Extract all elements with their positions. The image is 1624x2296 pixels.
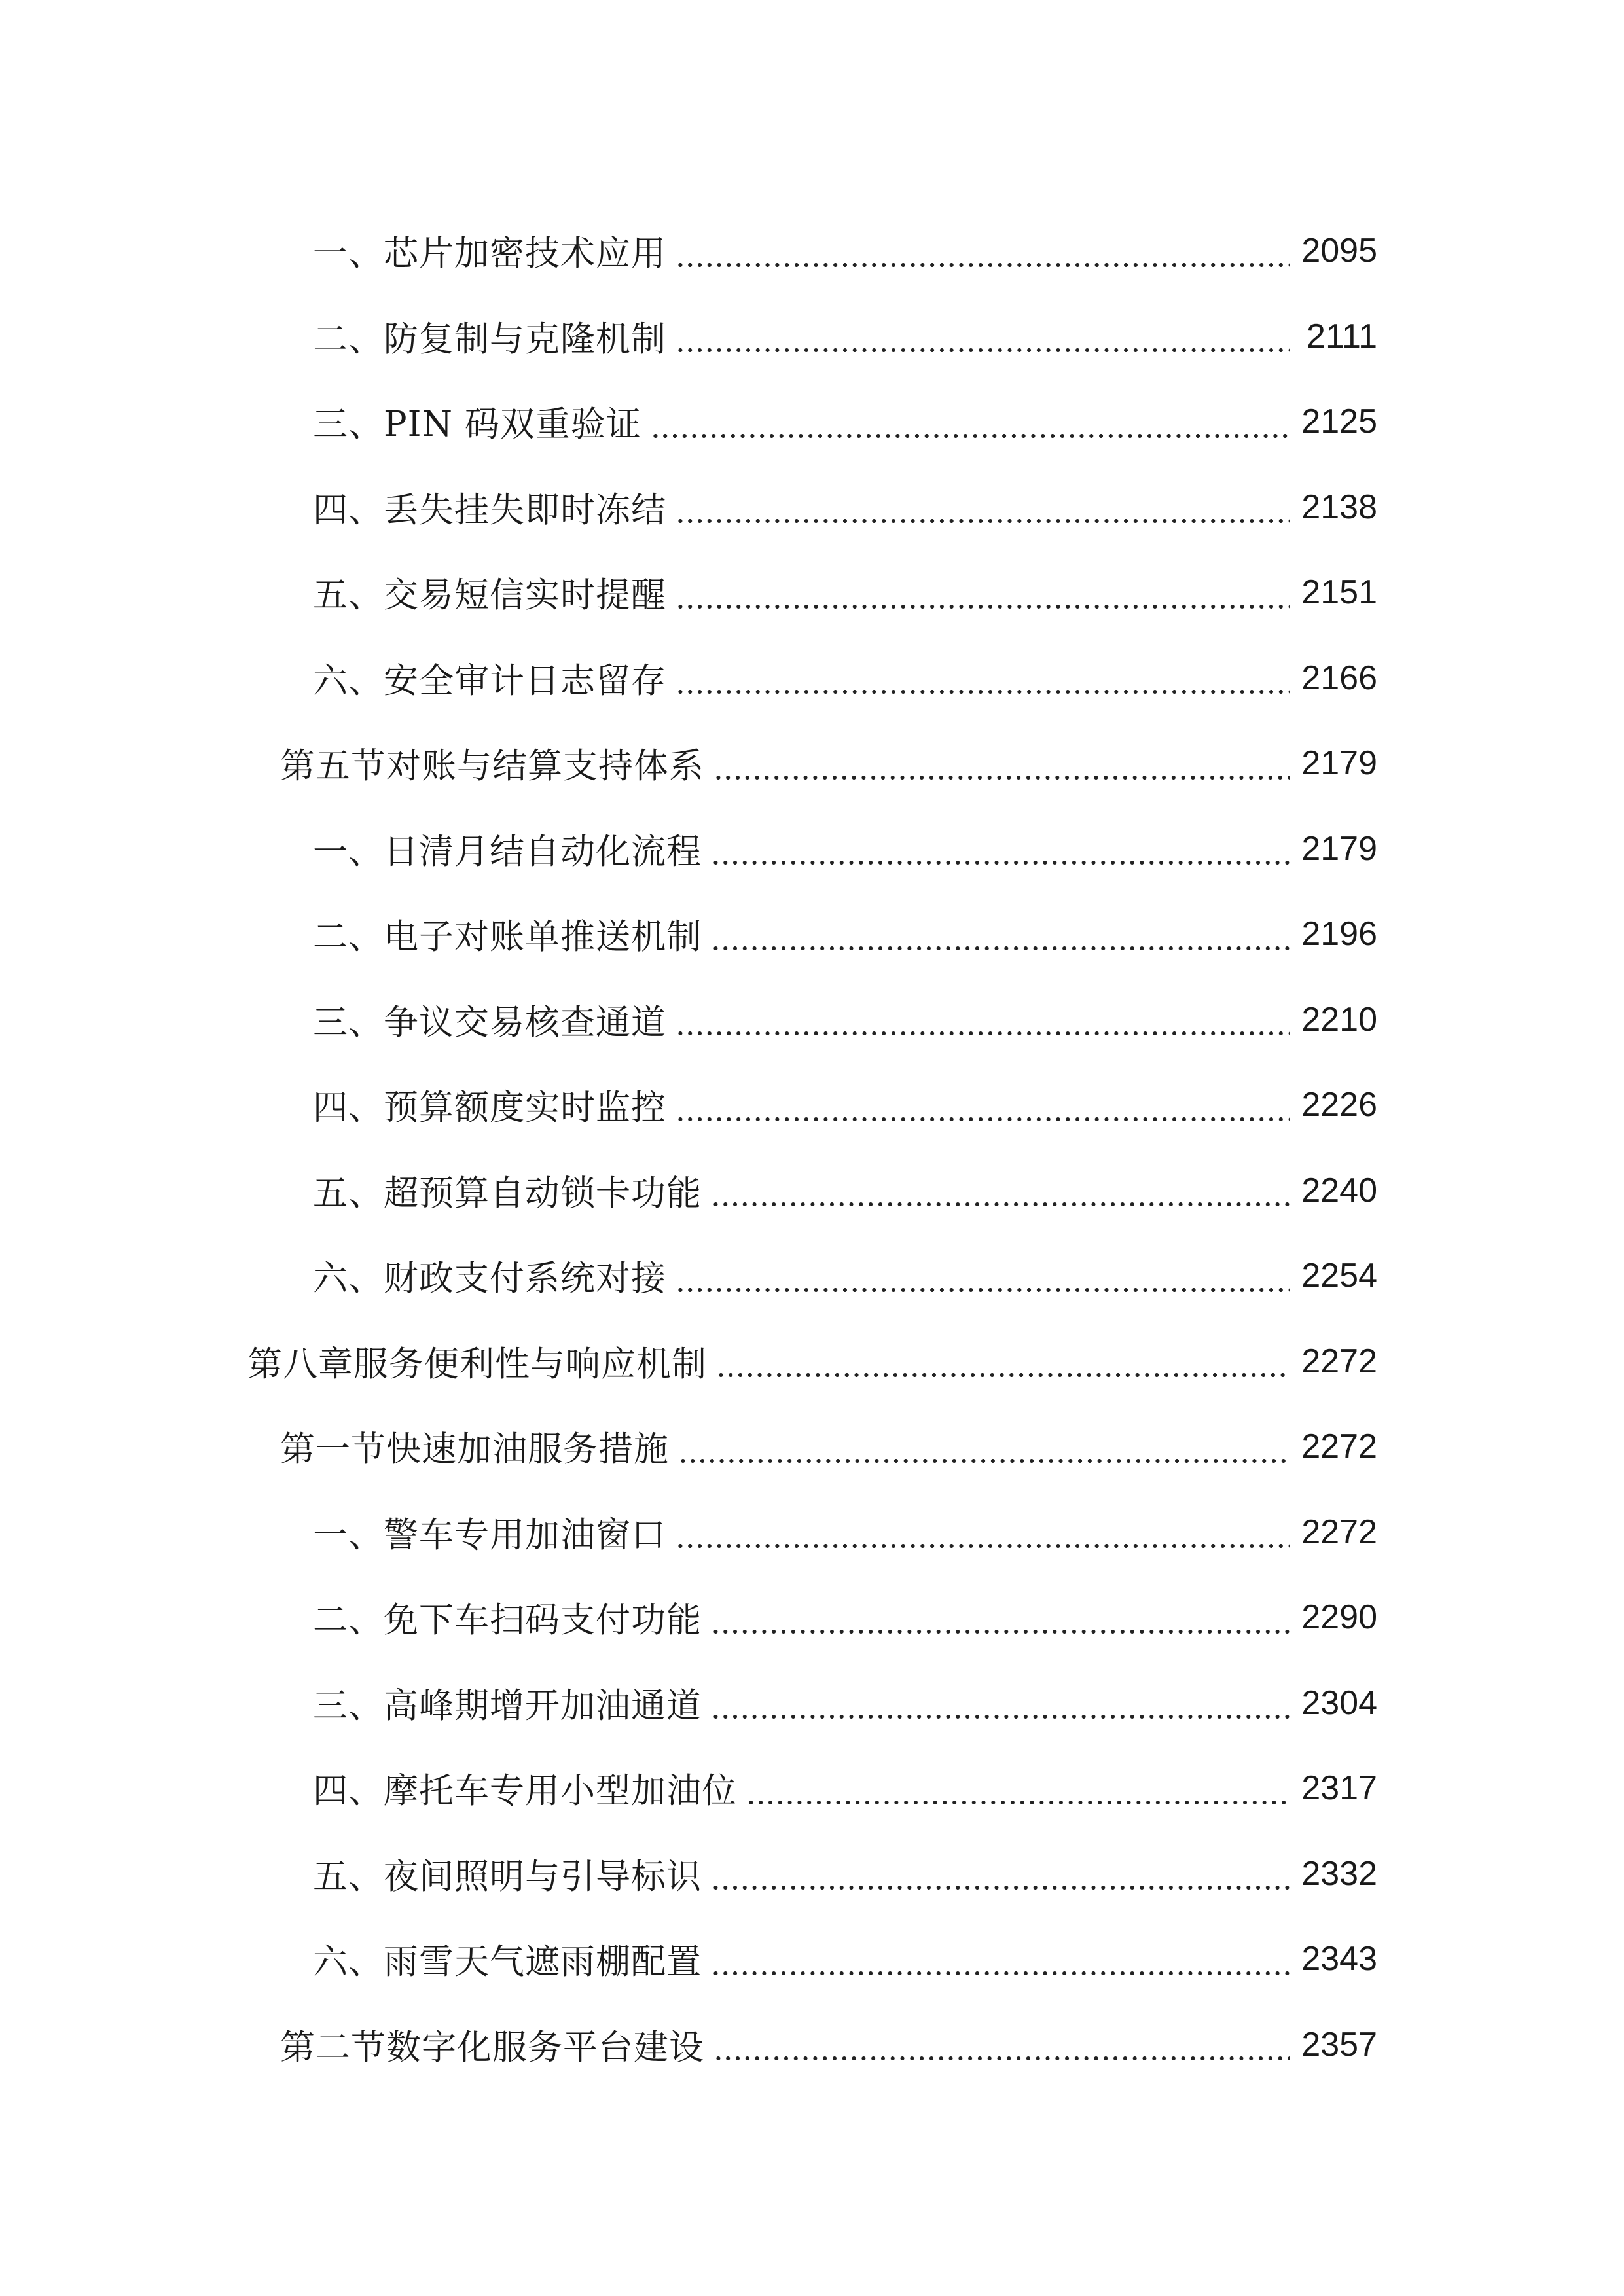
toc-dot-leader: [651, 404, 1290, 439]
toc-page-number: 2210: [1301, 1000, 1377, 1039]
toc-entry[interactable]: [0, 721, 1624, 806]
toc-entry[interactable]: [0, 465, 1624, 550]
toc-entry-title: 一、警车专用加油窗口: [313, 1515, 666, 1555]
toc-page-number: 2272: [1301, 1513, 1377, 1551]
toc-entry-title: 五、夜间照明与引导标识: [313, 1856, 702, 1897]
toc-dot-leader: [676, 1088, 1290, 1122]
toc-page-number: 2357: [1301, 2025, 1377, 2064]
toc-entry[interactable]: [0, 977, 1624, 1063]
toc-entry[interactable]: [0, 1148, 1624, 1234]
toc-dot-leader: [678, 1429, 1290, 1464]
toc-entry-title: 五、超预算自动锁卡功能: [313, 1173, 702, 1213]
toc-entry-title: 六、雨雪天气遮雨棚配置: [313, 1942, 702, 1982]
toc-entry[interactable]: [0, 1404, 1624, 1490]
toc-entry[interactable]: [0, 208, 1624, 294]
toc-dot-leader: [676, 575, 1290, 610]
toc-entry[interactable]: [0, 636, 1624, 721]
toc-page-number: 2095: [1301, 232, 1377, 270]
toc-entry[interactable]: [0, 1062, 1624, 1148]
toc-entry-title: 第五节对账与结算支持体系: [280, 746, 704, 787]
toc-dot-leader: [676, 490, 1290, 524]
toc-dot-leader: [676, 1002, 1290, 1037]
toc-page-number: 2179: [1301, 744, 1377, 783]
toc-dot-leader: [711, 831, 1290, 866]
toc-dot-leader: [711, 1856, 1290, 1891]
toc-page-number: 2226: [1301, 1086, 1377, 1124]
toc-entry-title: 六、财政支付系统对接: [313, 1259, 666, 1299]
toc-page-number: 2317: [1301, 1769, 1377, 1808]
toc-dot-leader: [713, 2027, 1290, 2062]
toc-page-number: 2138: [1301, 488, 1377, 526]
toc-page-number: 2343: [1301, 1940, 1377, 1979]
toc-entry[interactable]: [0, 2002, 1624, 2088]
toc-entry-title: 二、电子对账单推送机制: [313, 917, 702, 958]
toc-dot-leader: [676, 319, 1290, 353]
toc-entry-title: 三、PIN 码双重验证: [313, 404, 641, 445]
toc-entry-title: 二、免下车扫码支付功能: [313, 1600, 702, 1641]
toc-dot-leader: [713, 746, 1290, 781]
toc-entry[interactable]: [0, 891, 1624, 977]
toc-entry[interactable]: [0, 1660, 1624, 1746]
toc-entry[interactable]: [0, 1319, 1624, 1405]
toc-dot-leader: [711, 917, 1290, 952]
toc-dot-leader: [711, 1600, 1290, 1635]
toc-dot-leader: [711, 1942, 1290, 1977]
toc-entry-title: 第八章服务便利性与响应机制: [247, 1344, 707, 1384]
toc-entry-title: 二、防复制与克隆机制: [313, 319, 666, 359]
toc-page-number: 2196: [1301, 915, 1377, 954]
toc-dot-leader: [746, 1771, 1290, 1806]
toc-dot-leader: [676, 234, 1290, 268]
toc-page-number: 2151: [1301, 573, 1377, 612]
toc-entry-title: 四、摩托车专用小型加油位: [313, 1771, 737, 1812]
toc-entry[interactable]: [0, 1831, 1624, 1917]
toc-page-number: 2332: [1301, 1854, 1377, 1893]
toc-page-number: 2272: [1301, 1342, 1377, 1380]
toc-page-number: 2254: [1301, 1257, 1377, 1295]
toc-entry[interactable]: [0, 379, 1624, 465]
toc-dot-leader: [711, 1173, 1290, 1208]
toc-entry-title: 五、交易短信实时提醒: [313, 575, 666, 616]
toc-entry[interactable]: [0, 806, 1624, 892]
toc-page-number: 2272: [1301, 1427, 1377, 1466]
toc-entry-title: 三、争议交易核查通道: [313, 1002, 666, 1043]
toc-entry-title: 三、高峰期增开加油通道: [313, 1685, 702, 1726]
toc-page-number: 2125: [1301, 403, 1377, 441]
toc-page-number: 2111: [1307, 317, 1377, 355]
toc-dot-leader: [711, 1685, 1290, 1720]
toc-dot-leader: [676, 660, 1290, 695]
toc-dot-leader: [676, 1259, 1290, 1293]
toc-entry-title: 第二节数字化服务平台建设: [280, 2027, 704, 2068]
toc-entry-title: 一、日清月结自动化流程: [313, 831, 702, 872]
toc-page-number: 2240: [1301, 1171, 1377, 1210]
toc-entry[interactable]: [0, 1490, 1624, 1575]
toc-page-number: 2179: [1301, 829, 1377, 868]
toc-entry-title: 一、芯片加密技术应用: [313, 234, 666, 274]
toc-entry-title: 第一节快速加油服务措施: [280, 1429, 669, 1470]
toc-entry[interactable]: [0, 550, 1624, 636]
toc-entry[interactable]: [0, 1916, 1624, 2002]
toc-page-number: 2304: [1301, 1683, 1377, 1722]
toc-entry-title: 四、预算额度实时监控: [313, 1088, 666, 1128]
toc-page-number: 2290: [1301, 1598, 1377, 1637]
toc-entry-title: 四、丢失挂失即时冻结: [313, 490, 666, 530]
toc-entry-title: 六、安全审计日志留存: [313, 660, 666, 701]
toc-entry[interactable]: [0, 1746, 1624, 1831]
toc-entry[interactable]: [0, 294, 1624, 380]
table-of-contents: [0, 208, 1624, 2087]
toc-entry[interactable]: [0, 1575, 1624, 1660]
toc-dot-leader: [716, 1344, 1290, 1378]
toc-dot-leader: [676, 1515, 1290, 1549]
toc-entry[interactable]: [0, 1233, 1624, 1319]
toc-page-number: 2166: [1301, 658, 1377, 697]
